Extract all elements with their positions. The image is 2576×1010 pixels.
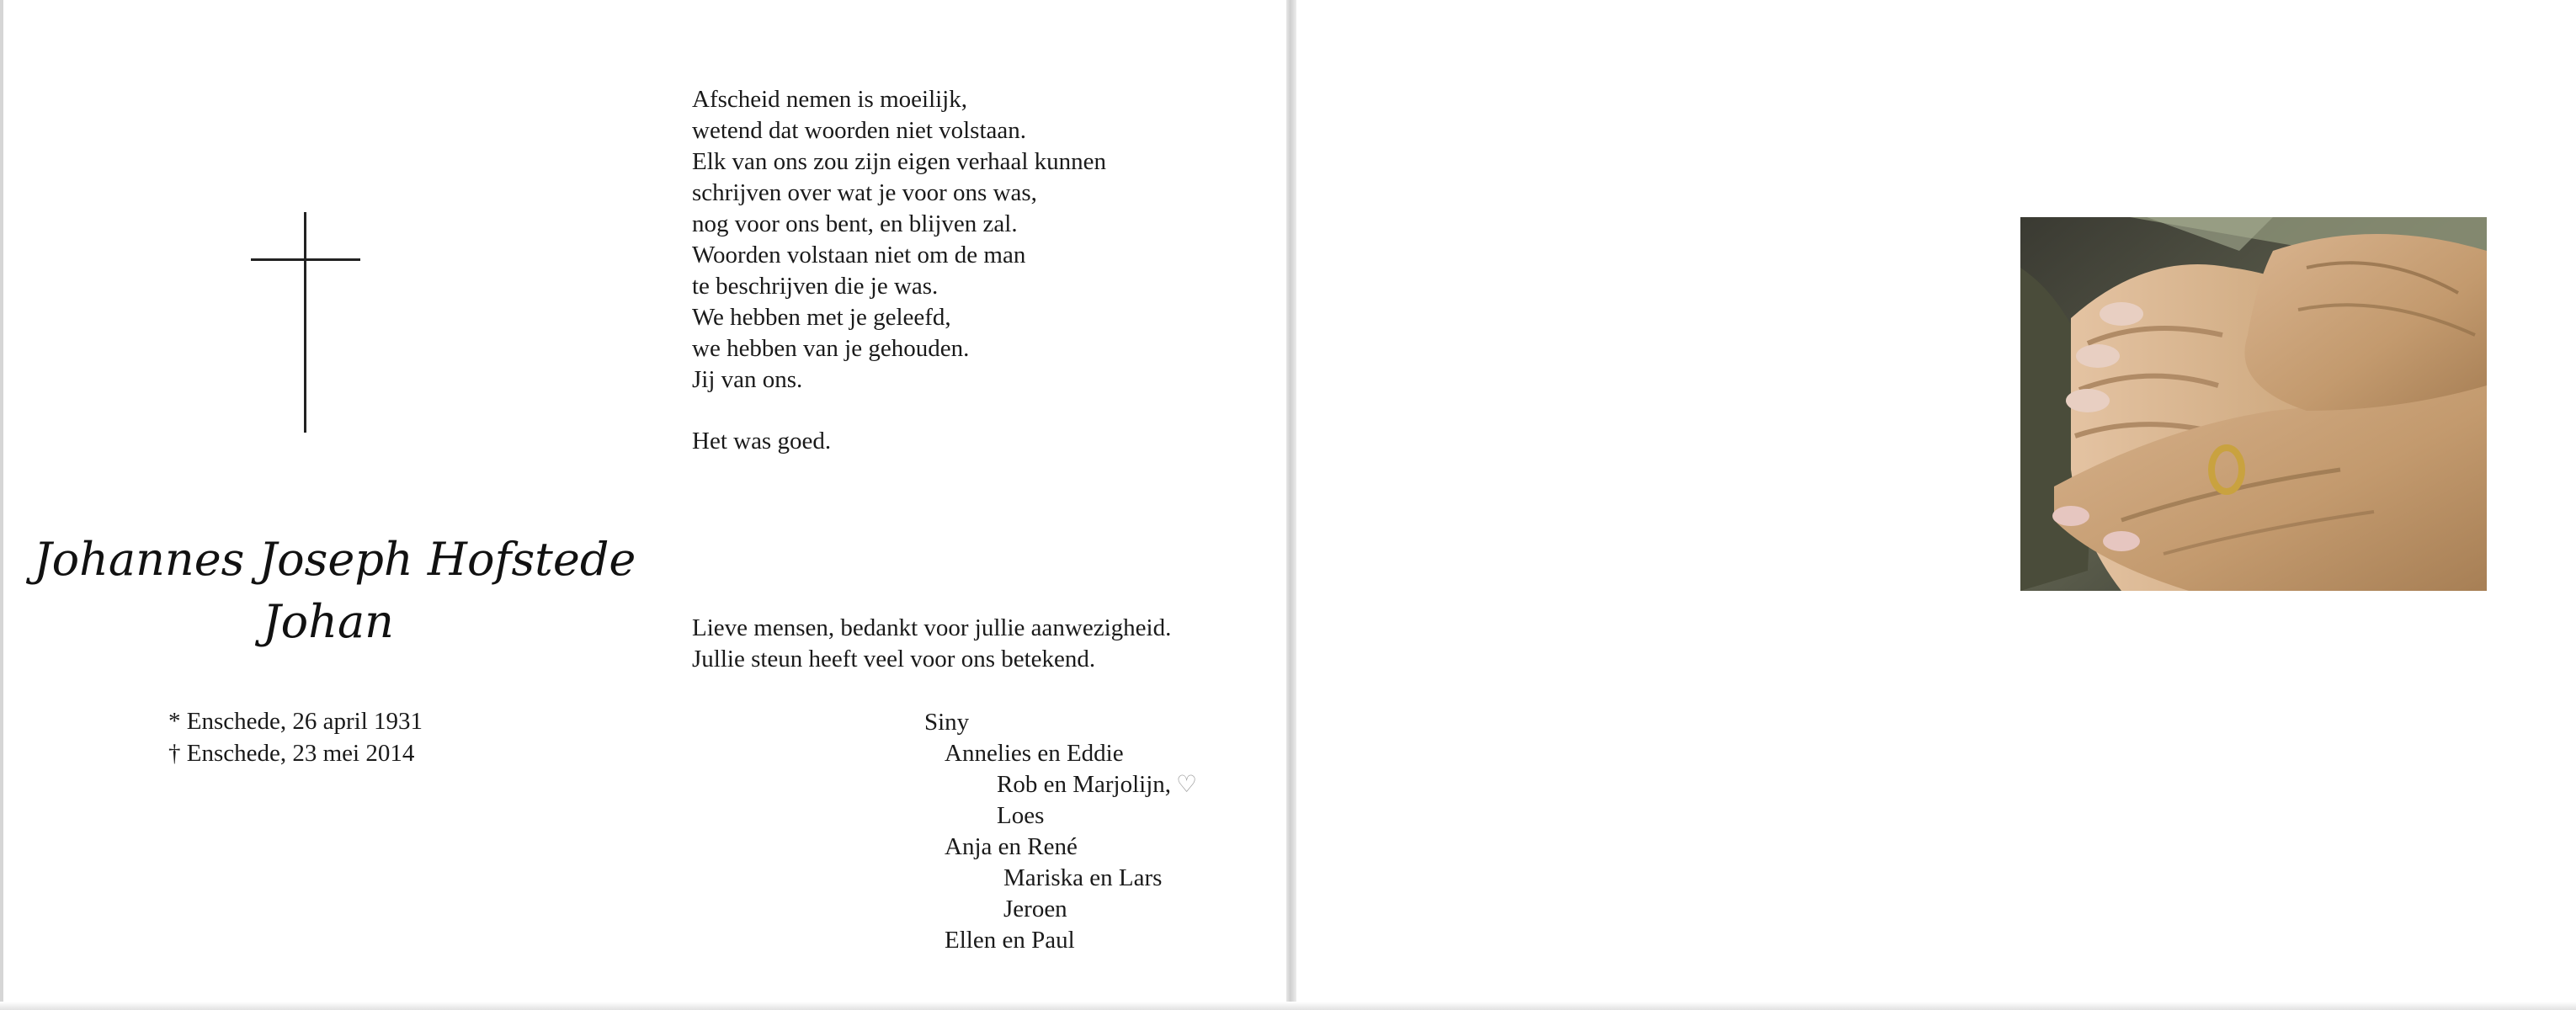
heart-icon: ♡ — [1176, 772, 1198, 798]
deceased-name — [34, 529, 636, 653]
poem — [692, 84, 1106, 396]
grandchild-text: Rob en Marjolijn, — [997, 771, 1172, 798]
full-name: Johannes Joseph Hofstede — [34, 533, 636, 586]
birth-date: * Enschede, 26 april 1931 — [168, 708, 423, 735]
child-name: Ellen en Paul — [945, 927, 1075, 954]
poem-line: schrijven over wat je voor ons was, — [692, 179, 1037, 206]
grandchild-name: Mariska en Lars — [1003, 864, 1163, 891]
poem-line: wetend dat woorden niet volstaan. — [692, 117, 1027, 144]
poem-line: Afscheid nemen is moeilijk, — [692, 86, 967, 113]
death-date: † Enschede, 23 mei 2014 — [168, 740, 415, 767]
poem-line: te beschrijven die je was. — [692, 273, 939, 300]
poem-line: we hebben van je gehouden. — [692, 335, 970, 362]
poem-closing: Het was goed. — [692, 428, 832, 454]
card-bottom-edge — [0, 1002, 2576, 1010]
grandchild-name: Jeroen — [1003, 896, 1067, 922]
family-signatures — [924, 707, 1197, 956]
card-left-page — [0, 0, 1286, 1010]
cross-icon — [251, 212, 360, 433]
card-fold — [1286, 0, 1296, 1010]
poem-line: Elk van ons zou zijn eigen verhaal kunnen — [692, 148, 1107, 175]
thanks-line: Lieve mensen, bedankt voor jullie aanwezigheid. — [692, 614, 1172, 641]
poem-line: nog voor ons bent, en blijven zal. — [692, 210, 1018, 237]
spouse-name: Siny — [924, 709, 970, 736]
thanks-message — [692, 613, 1171, 675]
poem-line: Woorden volstaan niet om de man — [692, 242, 1026, 268]
short-name: Johan — [263, 595, 394, 648]
folded-hands-photo — [2020, 217, 2487, 591]
grandchild-name — [924, 769, 1197, 800]
grandchild-name: Loes — [997, 802, 1045, 829]
thanks-line: Jullie steun heeft veel voor ons betekend. — [692, 646, 1096, 672]
child-name: Annelies en Eddie — [945, 740, 1124, 767]
poem-line: Jij van ons. — [692, 366, 803, 393]
life-dates — [168, 705, 423, 769]
child-name: Anja en René — [945, 833, 1078, 860]
poem-line: We hebben met je geleefd, — [692, 304, 951, 331]
